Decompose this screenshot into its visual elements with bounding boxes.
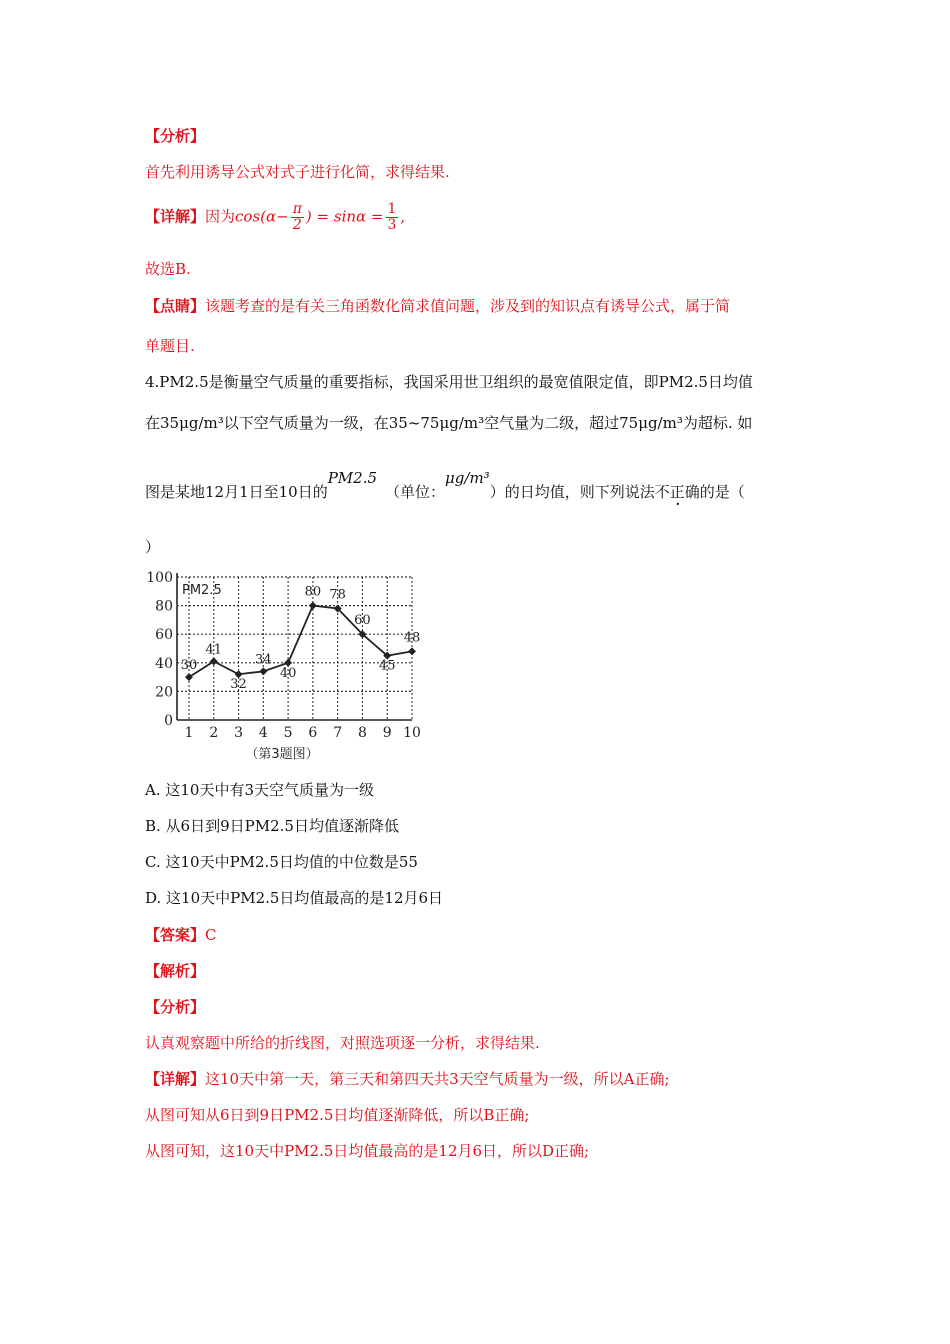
data-label: 32 xyxy=(230,677,247,693)
q3-unit: μg/m³ xyxy=(445,469,490,487)
answer-detail-line-1 xyxy=(145,1069,670,1089)
answer-analysis-text: 认真观察题中所给的折线图，对照选项逐一分析，求得结果. xyxy=(145,1034,540,1052)
chart-points xyxy=(181,585,421,693)
data-point xyxy=(259,667,267,675)
comment-label: 【点睛】 xyxy=(145,297,206,315)
jiexi-label: 【解析】 xyxy=(145,962,206,980)
comment-text: 该题考查的是有关三角函数化简求值问题，涉及到的知识点有诱导公式，属于简 xyxy=(205,297,731,315)
y-tick-label: 60 xyxy=(155,627,173,644)
question-line-1: 4.PM2.5是衡量空气质量的重要指标，我国采用世卫组织的最宽值限定值，即PM2.5日均值 xyxy=(145,373,753,391)
x-tick-label: 9 xyxy=(382,725,392,741)
x-tick-label: 3 xyxy=(234,725,244,741)
x-tick-label: 4 xyxy=(258,725,268,741)
emphasis-not-correct: 不正确 xyxy=(654,483,700,501)
answer-value: C xyxy=(205,926,217,944)
x-tick-label: 1 xyxy=(184,725,194,741)
detail-expr-left: cos(α− xyxy=(235,207,289,226)
fraction-denominator: 3 xyxy=(387,217,397,233)
question-line-4: ） xyxy=(145,538,161,556)
detail-line xyxy=(145,202,405,233)
question-line-3 xyxy=(145,469,745,502)
option-d: D. 这10天中PM2.5日均值最高的是12月6日 xyxy=(145,889,444,907)
data-label: 78 xyxy=(329,587,346,603)
q3-text-b: （单位： xyxy=(385,483,446,501)
answer-label: 【答案】 xyxy=(145,926,206,944)
y-tick-label: 0 xyxy=(164,713,173,729)
fraction-one-third xyxy=(386,202,399,233)
analysis-text: 首先利用诱导公式对式子进行化简，求得结果. xyxy=(145,163,450,181)
answer-detail-line-3: 从图可知，这10天中PM2.5日均值最高的是12月6日，所以D正确; xyxy=(145,1142,590,1160)
y-tick-label: 100 xyxy=(146,570,173,586)
answer-analysis-label: 【分析】 xyxy=(145,998,206,1016)
answer-detail-label: 【详解】 xyxy=(145,1070,206,1088)
answer-detail-line-2: 从图可知从6日到9日PM2.5日均值逐渐降低，所以B正确; xyxy=(145,1106,530,1124)
analysis-label: 【分析】 xyxy=(145,127,206,145)
data-label: 34 xyxy=(255,652,272,668)
comment-line-2: 单题目. xyxy=(145,337,195,355)
x-tick-label: 10 xyxy=(403,725,421,741)
x-tick-label: 5 xyxy=(283,725,293,741)
fraction-pi-over-2 xyxy=(291,202,304,233)
fraction-numerator: 1 xyxy=(387,201,397,217)
option-b: B. 从6日到9日PM2.5日均值逐渐降低 xyxy=(145,817,399,835)
q3-text-e: 的是（ xyxy=(699,483,745,501)
detail-expr-mid: ) = sinα = xyxy=(305,207,384,226)
data-label: 60 xyxy=(354,613,371,629)
data-label: 80 xyxy=(304,584,322,600)
x-tick-label: 8 xyxy=(357,725,367,741)
question-line-2: 在35μg/m³以下空气质量为一级，在35~75μg/m³空气量为二级，超过75μg/m³为超标. 如 xyxy=(145,414,753,432)
data-label: 41 xyxy=(205,642,223,658)
detail-prefix: 因为 xyxy=(205,207,236,226)
y-tick-label: 20 xyxy=(155,684,173,701)
chart-title: PM2.5 xyxy=(182,583,222,598)
pm25-line-chart xyxy=(140,568,425,768)
option-a: A. 这10天中有3天空气质量为一级 xyxy=(145,781,375,799)
fraction-denominator: 2 xyxy=(292,217,302,233)
answer-line xyxy=(145,925,217,945)
comment-line-1 xyxy=(145,296,730,316)
fraction-numerator: π xyxy=(292,201,302,217)
x-tick-label: 6 xyxy=(308,725,318,741)
data-label: 30 xyxy=(180,658,198,674)
detail-suffix: , xyxy=(400,207,406,226)
q3-text-a: 图是某地12月1日至10日的 xyxy=(145,483,328,501)
y-tick-label: 40 xyxy=(155,655,173,672)
data-point xyxy=(309,602,317,610)
choose-text: 故选B. xyxy=(145,260,191,278)
chart-caption: （第3题图） xyxy=(245,747,319,762)
detail-label: 【详解】 xyxy=(145,207,206,226)
data-label: 48 xyxy=(403,630,421,646)
x-tick-label: 2 xyxy=(209,725,219,741)
q3-text-c: ）的日均值，则下列说法 xyxy=(489,483,655,501)
data-label: 40 xyxy=(279,665,297,681)
answer-detail-text-1: 这10天中第一天，第三天和第四天共3天空气质量为一级，所以A正确; xyxy=(205,1070,670,1088)
x-tick-label: 7 xyxy=(333,725,343,741)
option-c: C. 这10天中PM2.5日均值的中位数是55 xyxy=(145,853,418,871)
q3-pm: PM2.5 xyxy=(327,469,378,487)
data-label: 45 xyxy=(378,658,396,674)
data-point xyxy=(408,647,416,655)
y-tick-label: 80 xyxy=(155,598,173,615)
